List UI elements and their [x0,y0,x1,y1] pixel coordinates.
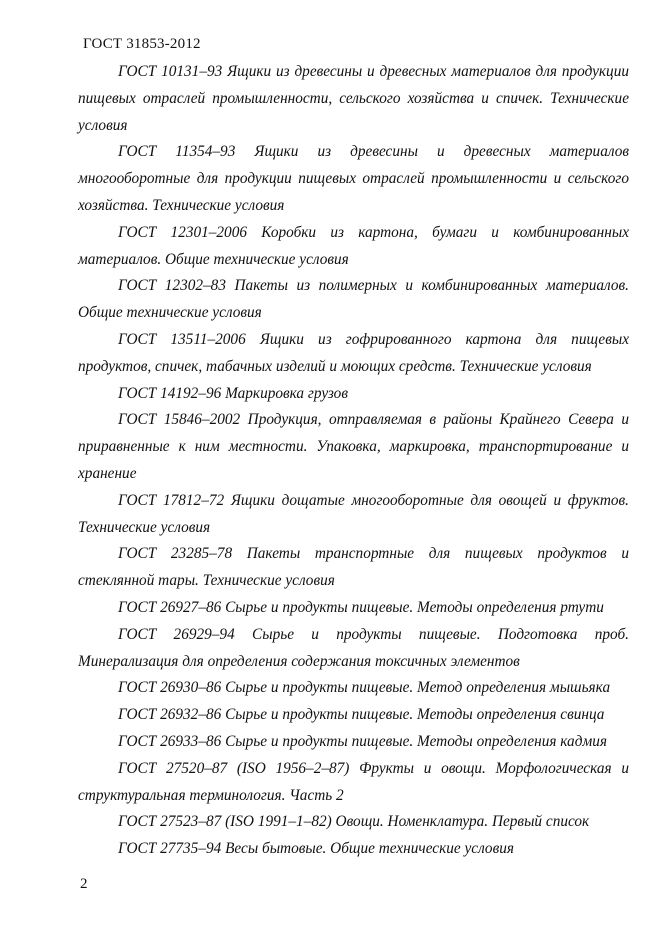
reference-item: ГОСТ 26929–94 Сырье и продукты пищевые. Подготовка проб. Минерализация для определения содержания токсичных элементов [78,625,629,670]
reference-item: ГОСТ 26933–86 Сырье и продукты пищевые. Методы определения кадмия [118,732,607,750]
reference-item: ГОСТ 27520–87 (ISO 1956–2–87) Фрукты и овощи. Морфологическая и структуральная терминология. Часть 2 [78,759,629,804]
reference-item: ГОСТ 27523–87 (ISO 1991–1–82) Овощи. Номенклатура. Первый список [118,813,590,831]
reference-item: ГОСТ 17812–72 Ящики дощатые многооборотные для овощей и фруктов. Технические условия [78,491,629,536]
reference-item: ГОСТ 14192–96 Маркировка грузов [118,384,348,402]
document-header: ГОСТ 31853-2012 [83,36,201,52]
reference-item: ГОСТ 26930–86 Сырье и продукты пищевые. Метод определения мышьяка [118,679,611,697]
reference-item: ГОСТ 12302–83 Пакеты из полимерных и комбинированных материалов. Общие технические условия [78,277,629,322]
reference-list [78,59,629,863]
reference-item: ГОСТ 12301–2006 Коробки из картона, бумаги и комбинированных материалов. Общие технические условия [78,223,629,268]
reference-item: ГОСТ 23285–78 Пакеты транспортные для пищевых продуктов и стеклянной тары. Технические условия [78,545,629,590]
reference-item: ГОСТ 26932–86 Сырье и продукты пищевые. Методы определения свинца [118,706,605,724]
reference-item: ГОСТ 13511–2006 Ящики из гофрированного картона для пищевых продуктов, спичек, табачных изделий и моющих средств. Технические условия [78,330,629,375]
reference-item: ГОСТ 15846–2002 Продукция, отправляемая в районы Крайнего Севера и приравненные к ним местности. Упаковка, маркировка, транспортирование и хранение [78,411,629,482]
reference-item: ГОСТ 11354–93 Ящики из древесины и древесных материалов многооборотные для продукции пищевых отраслей промышленности и сельского хозяйства. Технические условия [78,143,629,214]
reference-item: ГОСТ 10131–93 Ящики из древесины и древесных материалов для продукции пищевых отраслей промышленности, сельского хозяйства и спичек. Технические условия [78,63,629,134]
page-number: 2 [80,876,88,892]
reference-item: ГОСТ 27735–94 Весы бытовые. Общие технические условия [118,840,514,858]
reference-item: ГОСТ 26927–86 Сырье и продукты пищевые. Методы определения ртути [118,598,604,616]
